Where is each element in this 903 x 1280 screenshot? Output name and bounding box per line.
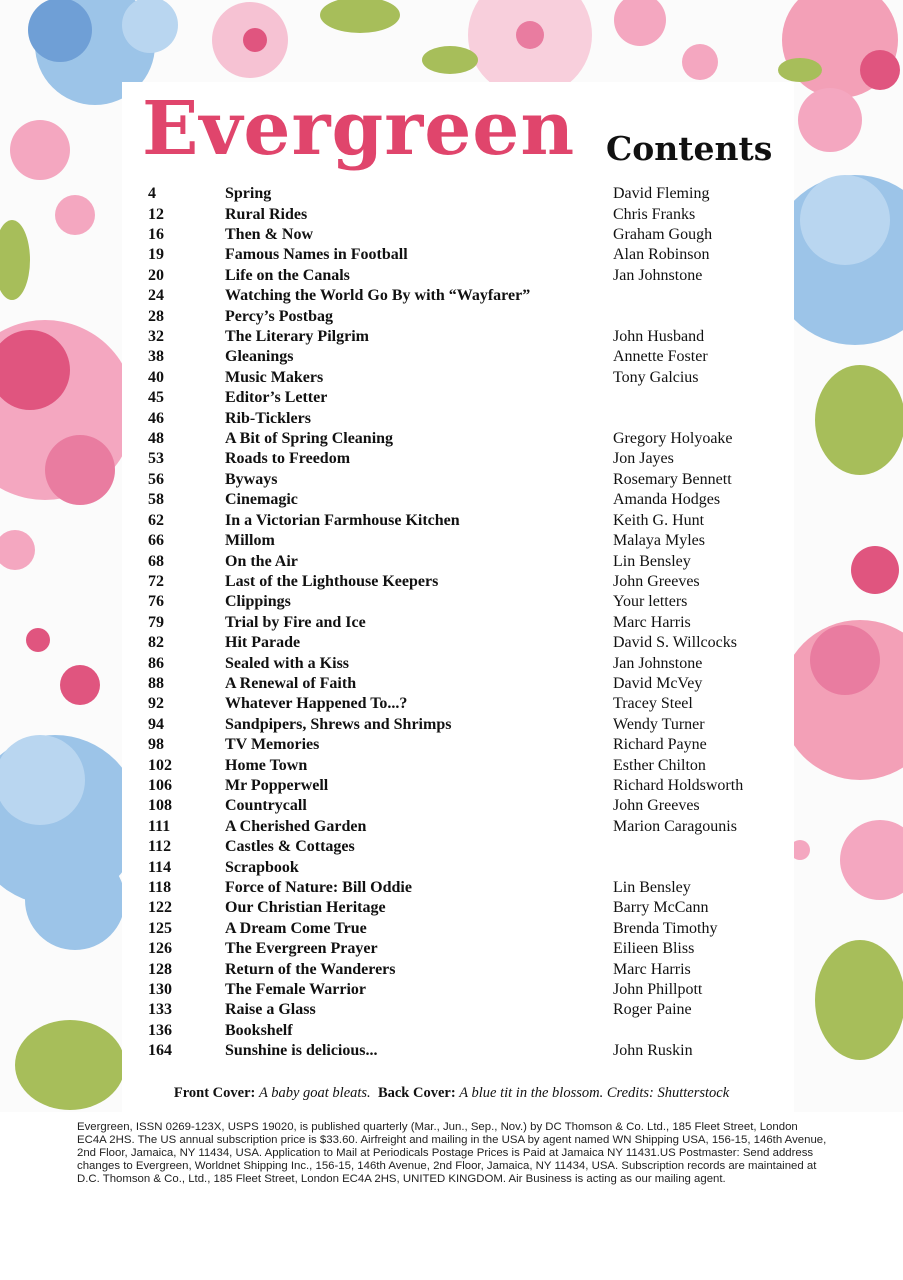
toc-entry[interactable] — [148, 939, 788, 959]
toc-entry[interactable] — [148, 408, 788, 428]
toc-page-number: 62 — [148, 511, 164, 529]
toc-page-number: 98 — [148, 736, 164, 754]
toc-page-number: 40 — [148, 368, 164, 386]
toc-article-title: Roads to Freedom — [225, 450, 351, 468]
toc-entry[interactable] — [148, 204, 788, 224]
toc-entry[interactable] — [148, 1000, 788, 1020]
toc-entry[interactable] — [148, 1041, 788, 1061]
toc-entry[interactable] — [148, 388, 788, 408]
toc-author: Esther Chilton — [613, 756, 706, 774]
toc-article-title: Cinemagic — [225, 491, 298, 509]
toc-author: Roger Paine — [613, 1001, 692, 1019]
toc-page-number: 45 — [148, 389, 164, 407]
toc-entry[interactable] — [148, 266, 788, 286]
toc-entry[interactable] — [148, 490, 788, 510]
toc-page-number: 32 — [148, 328, 164, 346]
toc-author: John Greeves — [613, 572, 700, 590]
toc-entry[interactable] — [148, 368, 788, 388]
toc-page-number: 94 — [148, 715, 164, 733]
toc-page-number: 56 — [148, 470, 164, 488]
toc-entry[interactable] — [148, 959, 788, 979]
toc-article-title: A Renewal of Faith — [225, 674, 357, 692]
toc-page-number: 76 — [148, 593, 164, 611]
toc-article-title: Scrapbook — [225, 858, 299, 876]
toc-page-number: 92 — [148, 695, 164, 713]
toc-page-number: 111 — [148, 817, 171, 835]
toc-page-number: 72 — [148, 572, 164, 590]
back-cover-label: Back Cover: — [377, 1085, 456, 1101]
back-cover-text: A blue tit in the blossom. Credits: Shutterstock — [459, 1085, 730, 1101]
toc-author: Eilieen Bliss — [613, 940, 695, 958]
toc-author: John Phillpott — [613, 981, 703, 999]
toc-article-title: Whatever Happened To...? — [225, 695, 408, 713]
toc-author: Tony Galcius — [613, 368, 699, 386]
masthead-logo: Evergreen — [142, 86, 576, 172]
toc-article-title: Watching the World Go By with “Wayfarer” — [225, 287, 531, 305]
toc-author: Marion Caragounis — [613, 817, 737, 835]
toc-page-number: 130 — [148, 981, 172, 999]
toc-entry[interactable] — [148, 327, 788, 347]
toc-author: Richard Payne — [613, 736, 707, 754]
toc-entry[interactable] — [148, 633, 788, 653]
toc-article-title: Sandpipers, Shrews and Shrimps — [225, 715, 452, 733]
toc-page-number: 102 — [148, 756, 172, 774]
toc-entry[interactable] — [148, 470, 788, 490]
toc-article-title: TV Memories — [225, 736, 320, 754]
toc-article-title: Life on the Canals — [225, 266, 350, 284]
toc-page-number: 16 — [148, 226, 164, 244]
toc-author: Jan Johnstone — [613, 654, 703, 672]
toc-author: Annette Foster — [613, 348, 708, 366]
toc-author: Gregory Holyoake — [613, 430, 733, 448]
toc-article-title: A Bit of Spring Cleaning — [225, 430, 394, 448]
toc-page-number: 133 — [148, 1001, 172, 1019]
toc-page-number: 88 — [148, 674, 164, 692]
toc-page-number: 126 — [148, 940, 172, 958]
toc-author: Rosemary Bennett — [613, 470, 732, 488]
toc-author: John Husband — [613, 328, 705, 346]
front-cover-text: A baby goat bleats. — [258, 1085, 371, 1101]
toc-author: Lin Bensley — [613, 552, 691, 570]
toc-entry[interactable] — [148, 225, 788, 245]
toc-entry[interactable] — [148, 898, 788, 918]
toc-author: Jan Johnstone — [613, 266, 703, 284]
toc-article-title: Then & Now — [225, 226, 314, 244]
toc-entry[interactable] — [148, 694, 788, 714]
toc-author: Marc Harris — [613, 960, 691, 978]
toc-page-number: 19 — [148, 246, 164, 264]
toc-article-title: Sunshine is delicious... — [225, 1042, 378, 1060]
toc-article-title: Gleanings — [225, 348, 294, 366]
toc-page-number: 118 — [148, 879, 172, 897]
toc-page-number: 79 — [148, 613, 164, 631]
toc-page-number: 28 — [148, 307, 164, 325]
toc-article-title: Rural Rides — [225, 205, 308, 223]
toc-page-number: 164 — [148, 1042, 172, 1060]
toc-author: Jon Jayes — [613, 450, 674, 468]
toc-entry[interactable] — [148, 449, 788, 469]
toc-entry[interactable] — [148, 776, 788, 796]
toc-article-title: Famous Names in Football — [225, 246, 408, 264]
toc-author: Lin Bensley — [613, 879, 691, 897]
toc-article-title: Mr Popperwell — [225, 776, 329, 794]
toc-page-number: 66 — [148, 532, 164, 550]
toc-article-title: Raise a Glass — [225, 1001, 316, 1019]
toc-entry[interactable] — [148, 613, 788, 633]
toc-article-title: Millom — [225, 532, 275, 550]
toc-author: Brenda Timothy — [613, 919, 718, 937]
toc-entry[interactable] — [148, 551, 788, 571]
toc-page-number: 82 — [148, 634, 164, 652]
contents-heading: Contents — [606, 129, 773, 168]
toc-author: Richard Holdsworth — [613, 776, 744, 794]
toc-author: Chris Franks — [613, 205, 696, 223]
toc-author: David McVey — [613, 674, 703, 692]
toc-author: Tracey Steel — [613, 695, 693, 713]
toc-page-number: 46 — [148, 409, 164, 427]
toc-entry[interactable] — [148, 735, 788, 755]
toc-author: Marc Harris — [613, 613, 691, 631]
toc-entry[interactable] — [148, 286, 788, 306]
toc-entry[interactable] — [148, 817, 788, 837]
toc-entry[interactable] — [148, 857, 788, 877]
toc-entry[interactable] — [148, 572, 788, 592]
toc-article-title: The Female Warrior — [225, 981, 366, 999]
toc-author: Your letters — [613, 593, 688, 611]
toc-article-title: Rib-Ticklers — [225, 409, 311, 427]
toc-article-title: In a Victorian Farmhouse Kitchen — [225, 511, 460, 529]
toc-article-title: A Dream Come True — [225, 919, 367, 937]
toc-author: Barry McCann — [613, 899, 709, 917]
toc-author: Alan Robinson — [613, 246, 710, 264]
toc-page-number: 20 — [148, 266, 164, 284]
toc-page-number: 114 — [148, 858, 172, 876]
toc-article-title: Castles & Cottages — [225, 838, 355, 856]
toc-article-title: On the Air — [225, 552, 298, 570]
toc-entry[interactable] — [148, 796, 788, 816]
toc-article-title: Trial by Fire and Ice — [225, 613, 366, 631]
toc-page-number: 4 — [148, 185, 156, 203]
toc-article-title: Return of the Wanderers — [225, 960, 396, 978]
toc-article-title: Byways — [225, 470, 278, 488]
toc-page-number: 122 — [148, 899, 172, 917]
toc-article-title: Last of the Lighthouse Keepers — [225, 572, 439, 590]
toc-page-number: 53 — [148, 450, 164, 468]
toc-entry[interactable] — [148, 878, 788, 898]
toc-page-number: 112 — [148, 838, 172, 856]
toc-entry[interactable] — [148, 245, 788, 265]
toc-entry[interactable] — [148, 755, 788, 775]
toc-author: Wendy Turner — [613, 715, 705, 733]
publication-legal-notice: Evergreen, ISSN 0269-123X, USPS 19020, is published quarterly (Mar., Jun., Sep., Nov.) by DC Thomson & Co. Ltd., 185 Fleet Street, London EC4A 2HS. The US annual subscription price is $33.60. Airfreight and mailing in the USA by agent named WN Shipping USA, 156-15, 146th Avenue, 2nd Floor, Jamaica, NY 11434, USA. Application to Mail at Periodicals Postage Prices is Paid at Jamaica NY 11431.US Postmaster: Send address changes to Evergreen, Worldnet Shipping Inc., 156-15, 146th Avenue, 2nd Floor, Jamaica, NY 11434, USA. Subscription records are maintained at D.C. Thomson & Co., Ltd., 185 Fleet Street, London EC4A 2HS, UNITED KINGDOM. Air Business is acting as our mailing agent. — [77, 1121, 827, 1186]
toc-author: David Fleming — [613, 185, 710, 203]
toc-article-title: Percy’s Postbag — [225, 307, 333, 325]
toc-page-number: 38 — [148, 348, 164, 366]
toc-entry[interactable] — [148, 653, 788, 673]
toc-article-title: Our Christian Heritage — [225, 899, 386, 917]
toc-entry[interactable] — [148, 347, 788, 367]
toc-author: John Greeves — [613, 797, 700, 815]
toc-author: Keith G. Hunt — [613, 511, 705, 529]
toc-author: Malaya Myles — [613, 532, 705, 550]
toc-entry[interactable] — [148, 1021, 788, 1041]
toc-entry[interactable] — [148, 184, 788, 204]
toc-entry[interactable] — [148, 980, 788, 1000]
table-of-contents — [148, 184, 788, 1061]
toc-entry[interactable] — [148, 511, 788, 531]
toc-entry[interactable] — [148, 531, 788, 551]
toc-author: John Ruskin — [613, 1042, 693, 1060]
toc-page-number: 106 — [148, 776, 172, 794]
toc-article-title: Home Town — [225, 756, 308, 774]
toc-page-number: 108 — [148, 797, 172, 815]
front-cover-label: Front Cover: — [173, 1085, 256, 1101]
toc-entry[interactable] — [148, 306, 788, 326]
cover-credits — [0, 1085, 903, 1102]
toc-entry[interactable] — [148, 429, 788, 449]
toc-author: David S. Willcocks — [613, 634, 737, 652]
toc-entry[interactable] — [148, 674, 788, 694]
toc-page-number: 136 — [148, 1021, 172, 1039]
toc-page-number: 12 — [148, 205, 164, 223]
toc-entry[interactable] — [148, 592, 788, 612]
toc-entry[interactable] — [148, 715, 788, 735]
toc-article-title: The Evergreen Prayer — [225, 940, 378, 958]
toc-page-number: 68 — [148, 552, 164, 570]
toc-page-number: 86 — [148, 654, 164, 672]
toc-article-title: Spring — [225, 185, 272, 203]
toc-article-title: Sealed with a Kiss — [225, 654, 350, 672]
toc-article-title: A Cherished Garden — [225, 817, 367, 835]
toc-article-title: Hit Parade — [225, 634, 301, 652]
toc-page-number: 128 — [148, 960, 172, 978]
toc-page-number: 125 — [148, 919, 172, 937]
toc-article-title: Music Makers — [225, 368, 324, 386]
toc-entry[interactable] — [148, 919, 788, 939]
toc-article-title: Force of Nature: Bill Oddie — [225, 879, 412, 897]
toc-page-number: 24 — [148, 287, 164, 305]
toc-page-number: 48 — [148, 430, 164, 448]
toc-page-number: 58 — [148, 491, 164, 509]
toc-article-title: Bookshelf — [225, 1021, 293, 1039]
toc-entry[interactable] — [148, 837, 788, 857]
toc-article-title: Editor’s Letter — [225, 389, 328, 407]
toc-author: Amanda Hodges — [613, 491, 721, 509]
toc-author: Graham Gough — [613, 226, 713, 244]
toc-article-title: Countrycall — [225, 797, 307, 815]
toc-article-title: The Literary Pilgrim — [225, 328, 369, 346]
toc-article-title: Clippings — [225, 593, 291, 611]
